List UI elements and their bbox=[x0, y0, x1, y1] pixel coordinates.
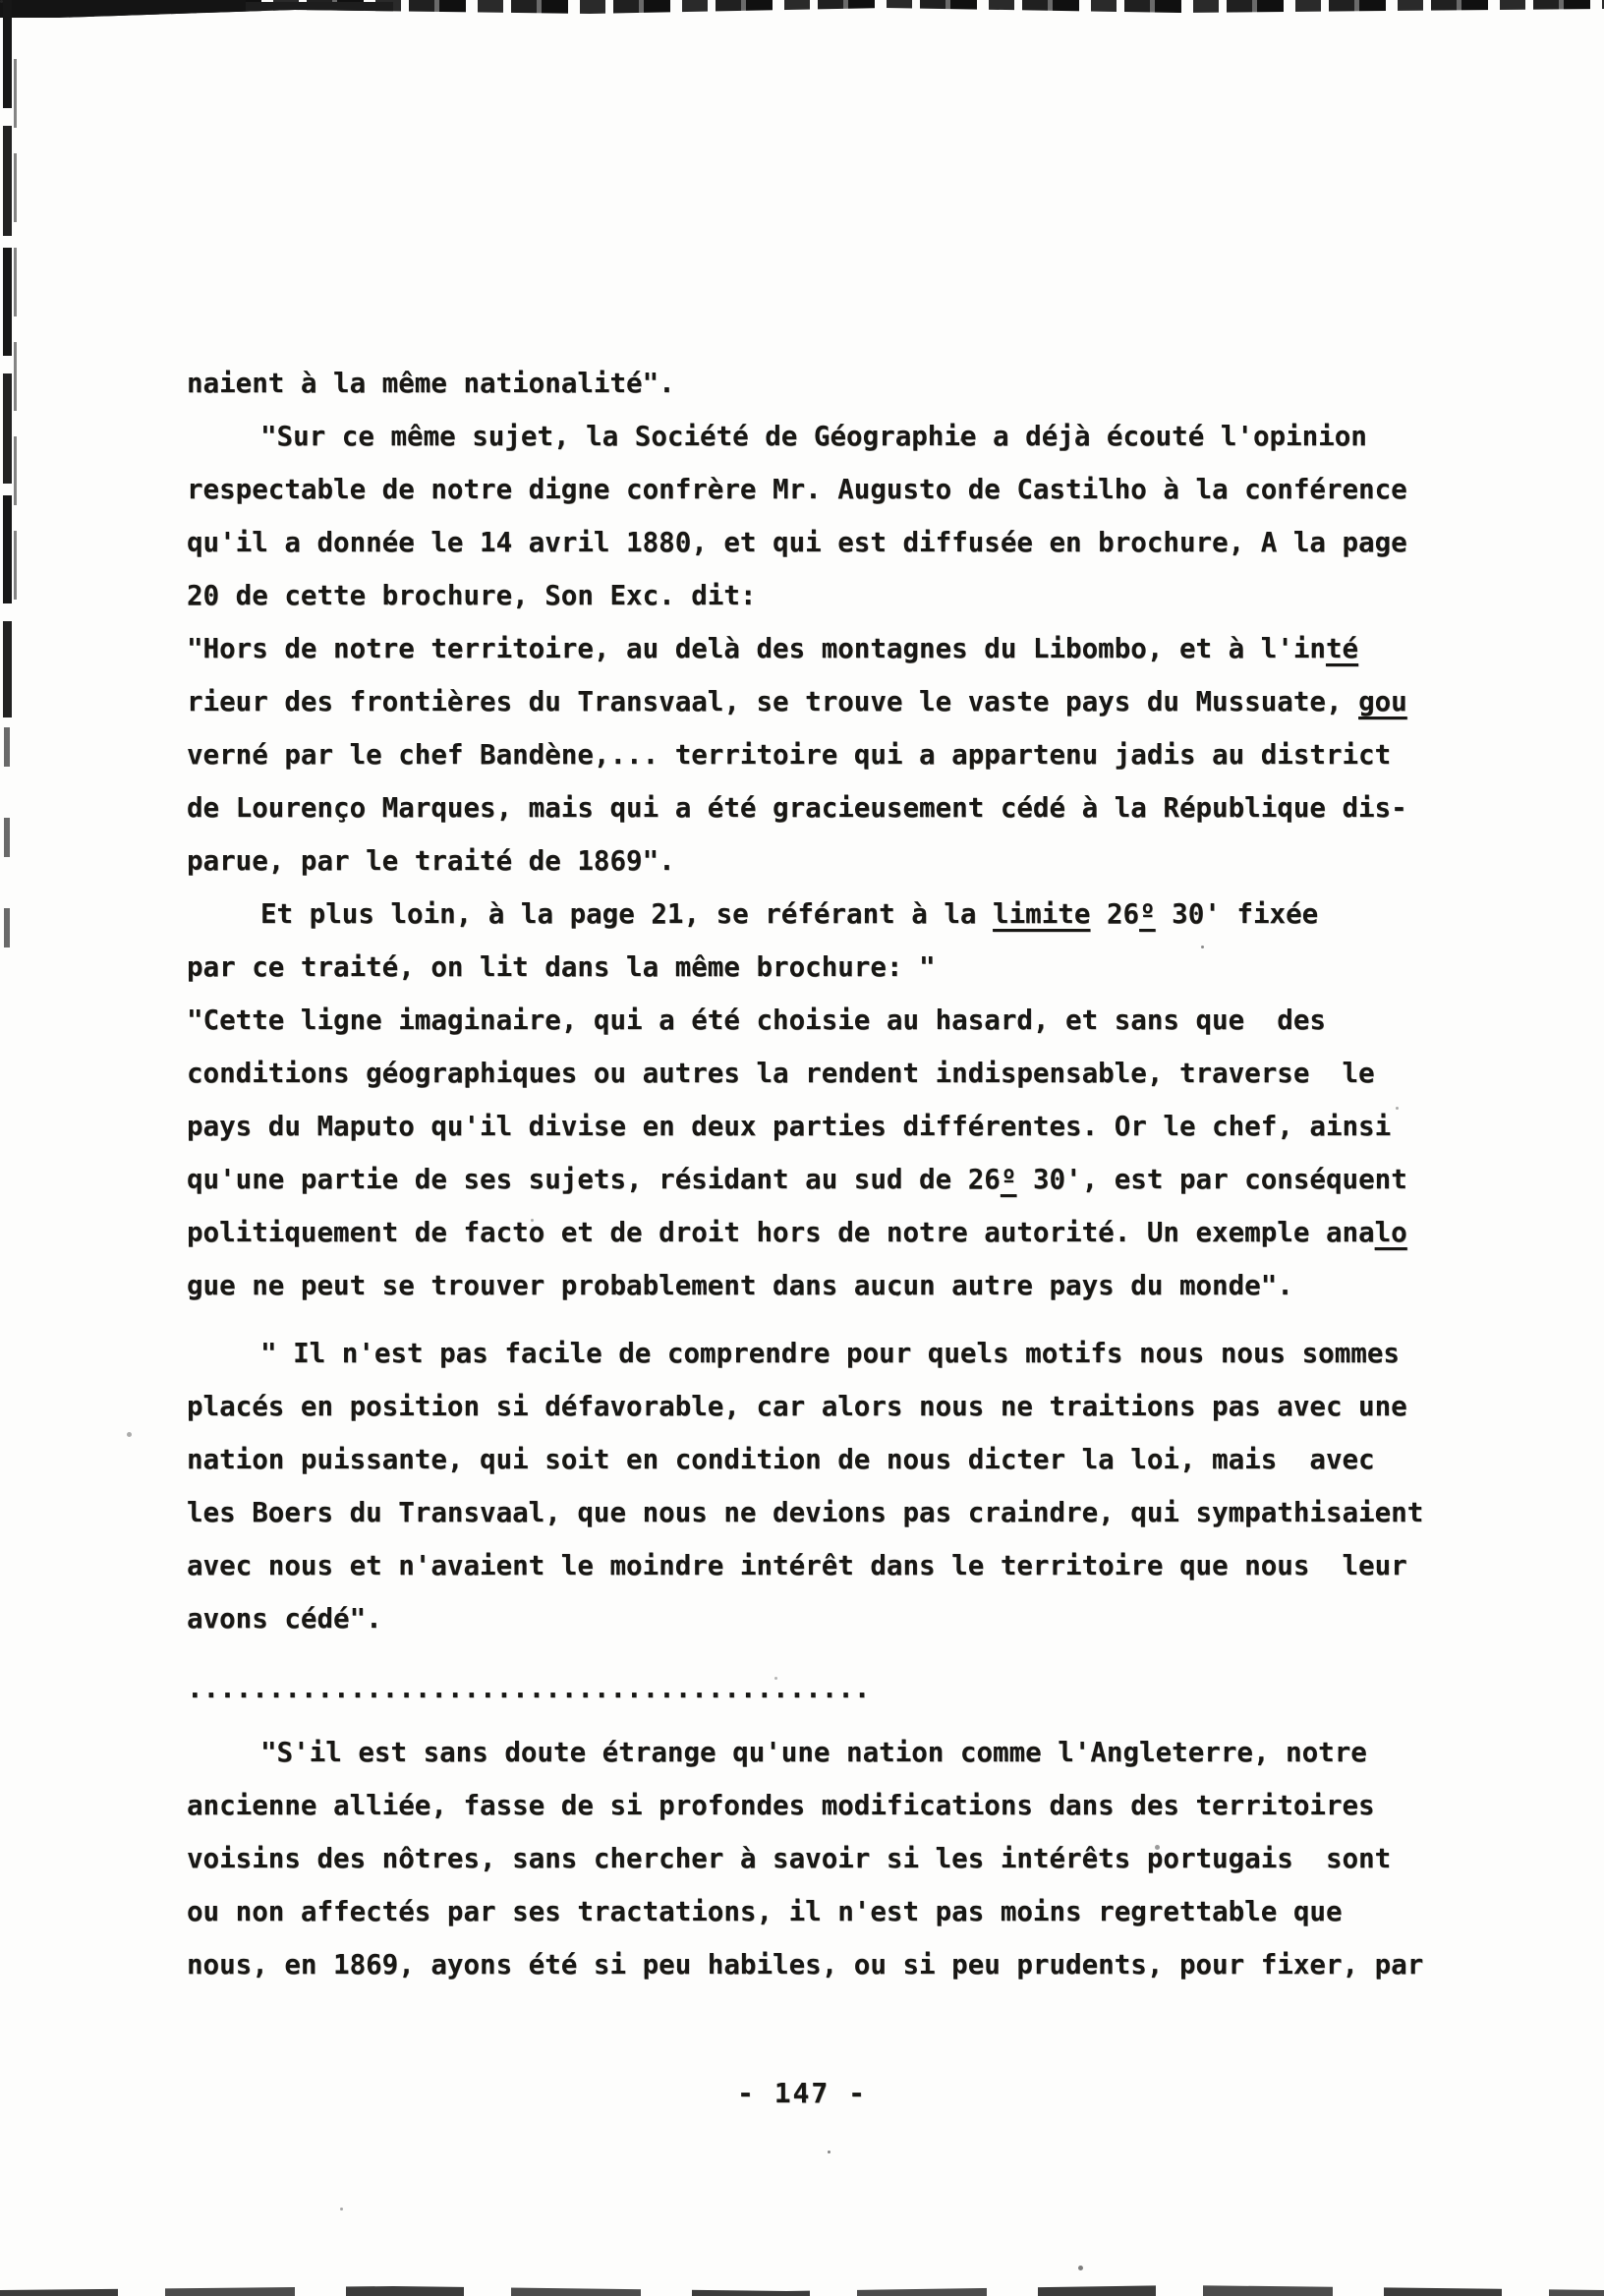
paragraph bbox=[187, 1327, 1464, 1645]
text-segment: 26 bbox=[1090, 898, 1140, 930]
text-line bbox=[187, 516, 1464, 569]
text-segment: "Cette ligne imaginaire, qui a été choisie au hasard, et sans que des bbox=[187, 1004, 1326, 1036]
text-line bbox=[187, 1486, 1464, 1539]
text-line bbox=[187, 410, 1464, 463]
text-segment: conditions géographiques ou autres la rendent indispensable, traverse le bbox=[187, 1058, 1375, 1089]
text-segment: par ce traité, on lit dans la même brochure: " bbox=[187, 951, 936, 983]
text-segment: verné par le chef Bandène,... territoire qui a appartenu jadis au district bbox=[187, 739, 1392, 771]
text-segment: pays du Maputo qu'il divise en deux parties différentes. Or le chef, ainsi bbox=[187, 1111, 1392, 1142]
text-segment: placés en position si défavorable, car alors nous ne traitions pas avec une bbox=[187, 1391, 1407, 1422]
paragraph bbox=[187, 1662, 1464, 1715]
text-line bbox=[187, 1885, 1464, 1938]
text-line bbox=[187, 1726, 1464, 1779]
underlined-text: té bbox=[1325, 633, 1359, 664]
text-segment: rieur des frontières du Transvaal, se trouve le vaste pays du Mussuate, bbox=[187, 686, 1359, 718]
text-segment: nous, en 1869, ayons été si peu habiles, ou si peu prudents, pour fixer, par bbox=[187, 1949, 1424, 1980]
text-segment: 30', est par conséquent bbox=[1016, 1164, 1407, 1195]
paragraph bbox=[187, 888, 1464, 994]
text-line bbox=[187, 1259, 1464, 1312]
text-segment: Et plus loin, à la page 21, se référant à la bbox=[260, 898, 994, 930]
text-segment: .......................................... bbox=[187, 1673, 871, 1704]
scan-artifact-left-edge bbox=[3, 0, 12, 718]
text-line bbox=[187, 781, 1464, 834]
scan-artifact-left-edge-thin bbox=[14, 59, 17, 609]
text-line bbox=[187, 1380, 1464, 1433]
paragraph bbox=[187, 1726, 1464, 1991]
text-segment: qu'il a donnée le 14 avril 1880, et qui est diffusée en brochure, A la page bbox=[187, 527, 1407, 558]
text-segment: "Sur ce même sujet, la Société de Géographie a déjà écouté l'opinion bbox=[260, 421, 1367, 452]
text-segment: respectable de notre digne confrère Mr. Augusto de Castilho à la conférence bbox=[187, 474, 1407, 505]
text-line bbox=[187, 728, 1464, 781]
scan-specks bbox=[0, 0, 3, 3]
text-line bbox=[187, 569, 1464, 622]
text-line bbox=[187, 622, 1464, 675]
text-segment: avec nous et n'avaient le moindre intérêt dans le territoire que nous leur bbox=[187, 1550, 1407, 1581]
text-line bbox=[187, 1592, 1464, 1645]
page-number: - 147 - bbox=[736, 2077, 867, 2109]
text-line bbox=[187, 994, 1464, 1047]
text-segment: 30' fixée bbox=[1155, 898, 1319, 930]
paragraph bbox=[187, 357, 1464, 410]
scan-artifact-left-edge-lower bbox=[4, 727, 10, 983]
text-line bbox=[187, 1433, 1464, 1486]
underlined-text: gou bbox=[1358, 686, 1407, 718]
text-segment: "Hors de notre territoire, au delà des montagnes du Libombo, et à l'in bbox=[187, 633, 1326, 664]
underlined-text: lo bbox=[1374, 1217, 1407, 1248]
paragraph bbox=[187, 410, 1464, 622]
text-segment: "S'il est sans doute étrange qu'une nation comme l'Angleterre, notre bbox=[260, 1737, 1367, 1768]
text-line bbox=[187, 941, 1464, 994]
underlined-text: º bbox=[1000, 1164, 1017, 1195]
text-segment: de Lourenço Marques, mais qui a été gracieusement cédé à la République dis- bbox=[187, 792, 1407, 824]
text-line bbox=[187, 1539, 1464, 1592]
document-lines bbox=[187, 357, 1464, 1991]
text-segment: 20 de cette brochure, Son Exc. dit: bbox=[187, 580, 757, 611]
text-segment: naient à la même nationalité". bbox=[187, 368, 675, 399]
text-segment: les Boers du Transvaal, que nous ne devions pas craindre, qui sympathisaient bbox=[187, 1497, 1424, 1528]
text-line bbox=[187, 463, 1464, 516]
text-line bbox=[187, 1206, 1464, 1259]
text-segment: " Il n'est pas facile de comprendre pour quels motifs nous nous sommes bbox=[260, 1338, 1400, 1369]
text-line bbox=[187, 675, 1464, 728]
text-line bbox=[187, 1938, 1464, 1991]
text-segment: ou non affectés par ses tractations, il n'est pas moins regrettable que bbox=[187, 1896, 1343, 1927]
text-segment: gue ne peut se trouver probablement dans aucun autre pays du monde". bbox=[187, 1270, 1293, 1301]
underlined-text: limite bbox=[993, 898, 1091, 930]
text-segment: voisins des nôtres, sans chercher à savoir si les intérêts portugais sont bbox=[187, 1843, 1392, 1874]
text-line bbox=[187, 834, 1464, 888]
text-segment: politiquement de facto et de droit hors de notre autorité. Un exemple ana bbox=[187, 1217, 1375, 1248]
text-segment: ancienne alliée, fasse de si profondes modifications dans des territoires bbox=[187, 1790, 1375, 1821]
text-line bbox=[187, 1662, 1464, 1715]
text-segment: qu'une partie de ses sujets, résidant au sud de 26 bbox=[187, 1164, 1001, 1195]
text-segment: parue, par le traité de 1869". bbox=[187, 845, 675, 877]
paragraph bbox=[187, 622, 1464, 888]
paragraph bbox=[187, 994, 1464, 1312]
text-line bbox=[187, 1100, 1464, 1153]
text-line bbox=[187, 1153, 1464, 1206]
text-line bbox=[187, 1327, 1464, 1380]
text-line bbox=[187, 1779, 1464, 1832]
text-line bbox=[187, 888, 1464, 941]
text-line bbox=[187, 357, 1464, 410]
text-line bbox=[187, 1047, 1464, 1100]
underlined-text: º bbox=[1139, 898, 1156, 930]
text-line bbox=[187, 1832, 1464, 1885]
text-segment: nation puissante, qui soit en condition de nous dicter la loi, mais avec bbox=[187, 1444, 1375, 1475]
text-segment: avons cédé". bbox=[187, 1603, 382, 1635]
